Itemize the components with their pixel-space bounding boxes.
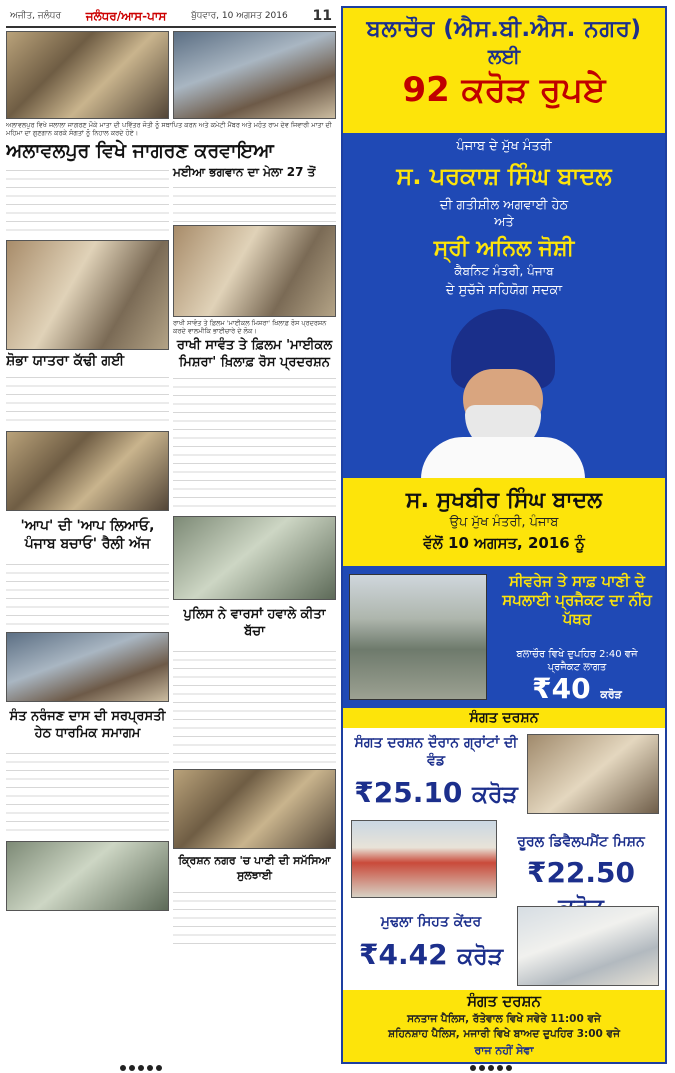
top-photo-caption: ਅਲਾਵਲਪੁਰ ਵਿਖੇ ਜਲਾਲਾ ਜਾਗਰਣ ਮੌਕੇ ਮਾਤਾ ਦੀ ਪਵਿੱਤਰ ਜੋਤੀ ਨੂੰ ਸਥਾਪਿਤ ਕਰਨ ਅਤੇ ਕਮੇਟੀ ਮੈਂਬਰ ਅਤੇ ਮਹੰਤ ਰਾਮ ਦੇਵ ਜਿਵਾਰੀ ਮਾਤਾ ਦੀ ਮਹਿਮਾ ਦਾ ਗੁਣਗਾਨ ਕਰਕੇ ਸੰਗਤਾਂ ਨੂੰ ਨਿਹਾਲ ਕਰਦੇ ਹੋਏ। [6,121,332,137]
group-photo [6,841,169,911]
publication-name: ਅਜੀਤ, ਜਲੰਧਰ [10,11,62,21]
deputy-cm-title: ਉਪ ਮੁੱਖ ਮੰਤਰੀ, ਪੰਜਾਬ [449,515,559,530]
headline-rakhi-sawant: ਰਾਖੀ ਸਾਵੰਤ ਤੇ ਫ਼ਿਲਮ 'ਮਾਈਕਲ ਮਿਸ਼ਰਾ' ਖ਼ਿਲਾਫ਼ ਰੋਸ ਪ੍ਰਦਰਸ਼ਨ [176,338,333,370]
leaders-panel [343,133,665,478]
event-date: ਵੱਲੋਂ 10 ਅਗਸਤ, 2016 ਨੂੰ [423,534,585,552]
health-centre-amount [351,938,511,971]
registration-marks-left [120,1065,162,1071]
and-line: ਅਤੇ [494,215,514,230]
rural-mission-label: ਰੂਰਲ ਡਿਵੈਲਪਮੈਂਟ ਮਿਸ਼ਨ [517,834,645,850]
event-photo [6,431,169,511]
ad-location: ਬਲਾਚੌਰ (ਐਸ.ਬੀ.ਐਸ. ਨਗਰ) [366,16,642,42]
project-title: ਸੀਵਰੇਜ ਤੇ ਸਾਫ਼ ਪਾਣੀ ਦੇ ਸਪਲਾਈ ਪ੍ਰਜੈਕਟ ਦਾ ਨੀਂਹ ਪੱਥਰ [502,572,652,628]
minister-name: ਸ੍ਰੀ ਅਨਿਲ ਜੋਸ਼ੀ [433,236,575,261]
sangat-darshan-photo [527,734,659,814]
building-photo [351,820,497,898]
headline-police-child: ਪੁਲਿਸ ਨੇ ਵਾਰਸਾਂ ਹਵਾਲੇ ਕੀਤਾ ਬੱਚਾ [183,607,326,639]
article-body-text [6,372,169,428]
ad-for: ਲਈ [487,44,521,68]
project-cost-label: ਪ੍ਰਜੈਕਟ ਲਾਗਤ [547,662,607,673]
deputy-cm-name: ਸ. ਸੁਖਬੀਰ ਸਿੰਘ ਬਾਦਲ [405,488,603,513]
jagran-photo-1 [6,31,169,119]
grants-amount-value: ₹25.10 [354,776,463,809]
jagran-photo-2 [173,31,336,119]
project-amount-unit: ਕਰੋੜ [600,688,622,701]
headline-krishan-nagar: ਕ੍ਰਿਸ਼ਨ ਨਗਰ 'ਚ ਪਾਣੀ ਦੀ ਸਮੱਸਿਆ ਸੁਲਝਾਈ [178,854,331,882]
page-masthead [6,6,336,28]
project-amount [493,672,661,705]
water-issue-photo [173,769,336,849]
police-photo [173,516,336,600]
sangat-darshan-strip: ਸੰਗਤ ਦਰਸ਼ਨ [343,708,665,728]
page-number: 11 [312,8,332,24]
article-body-text [173,646,336,766]
deputy-cm-panel [343,478,665,566]
article-body-text [173,373,336,513]
ad-total-amount: 92 ਕਰੋੜ ਰੁਪਏ [402,70,606,110]
minister-title: ਕੈਬਨਿਟ ਮੰਤਰੀ, ਪੰਜਾਬ [454,264,554,278]
religious-event-photo [6,632,169,702]
article-body-text [6,559,169,629]
shobha-yatra-photo [6,240,169,350]
article-body-text [6,165,169,237]
issue-date: ਬੁੱਧਵਾਰ, 10 ਅਗਸਤ 2016 [191,11,288,21]
headline-aap-rally: 'ਆਪ' ਦੀ 'ਆਪ ਲਿਆਓ, ਪੰਜਾਬ ਬਚਾਓ' ਰੈਲੀ ਅੱਜ [20,518,155,552]
project-time: ਬਲਾਚੌਰ ਵਿਖੇ ਦੁਪਹਿਰ 2:40 ਵਜੇ [516,649,638,660]
leadership-line: ਦੀ ਗਤੀਸ਼ੀਲ ਅਗਵਾਈ ਹੇਠ [439,198,569,213]
slogan: ਰਾਜ ਨਹੀਂ ਸੇਵਾ [474,1044,534,1057]
grants-amount-unit: ਕਰੋੜ [472,780,518,808]
health-centre-label: ਮੁਢਲਾ ਸਿਹਤ ਕੇਂਦਰ [380,914,482,930]
deputy-cm-portrait [403,309,603,479]
cm-name: ਸ. ਪਰਕਾਸ਼ ਸਿੰਘ ਬਾਦਲ [396,162,612,190]
article-body-text [173,182,336,222]
headline-shobha-yatra: ਸ਼ੋਭਾ ਯਾਤਰਾ ਕੱਢੀ ਗਈ [6,353,125,369]
article-body-text [6,748,169,838]
rural-amount-value: ₹22.50 [526,856,636,889]
protest-caption: ਰਾਖੀ ਸਾਵੰਤ ਤੇ ਫ਼ਿਲਮ 'ਮਾਈਕਲ ਮਿਸ਼ਰਾ' ਖ਼ਿਲਾਫ਼ ਰੋਸ ਪ੍ਰਦਰਸ਼ਨ ਕਰਦੇ ਵਾਲਮੀਕਿ ਭਾਈਚਾਰੇ ਦੇ ਲੋਕ। [173,319,327,335]
schedule-line-2: ਸ਼ਹਿਨਸ਼ਾਹ ਪੈਲਿਸ, ਮਜਾਰੀ ਵਿਖੇ ਬਾਅਦ ਦੁਪਹਿਰ 3:00 ਵਜੇ [388,1028,620,1040]
health-amount-value: ₹4.42 [359,938,448,971]
health-amount-unit: ਕਰੋੜ [457,942,503,970]
headline-sant-niranjan: ਸੰਤ ਨਰੰਜਣ ਦਾਸ ਦੀ ਸਰਪ੍ਰਸਤੀ ਹੇਠ ਧਾਰਮਿਕ ਸਮਾਗਮ [9,709,166,741]
schedule-line-1: ਸਨਤਾਜ ਪੈਲਿਸ, ਰੱਤੇਵਾਲ ਵਿਖੇ ਸਵੇਰੇ 11:00 ਵਜੇ [407,1013,601,1025]
health-centre-photo [517,906,659,986]
water-plant-photo [349,574,487,700]
article-body-text [173,887,336,947]
protest-photo [173,225,336,317]
grants-panel [343,728,665,990]
grants-amount [351,776,521,809]
cm-title: ਪੰਜਾਬ ਦੇ ਮੁੱਖ ਮੰਤਰੀ [456,139,552,154]
news-column [6,6,336,1066]
headline-alawalpur: ਅਲਾਵਲਪੁਰ ਵਿਖੇ ਜਾਗਰਣ ਕਰਵਾਇਆ [6,140,274,162]
schedule-title: ਸੰਗਤ ਦਰਸ਼ਨ [467,992,541,1010]
sewerage-project-panel [343,566,665,708]
project-amount-value: ₹40 [532,672,591,705]
subhead-mela: ਮਈਆ ਭਗਵਾਨ ਦਾ ਮੇਲਾ 27 ਤੋਂ [173,165,316,179]
schedule-panel [343,990,665,1064]
cooperation-line: ਦੇ ਸੁਚੱਜੇ ਸਹਿਯੋਗ ਸਦਕਾ [445,283,563,298]
section-title: ਜਲੰਧਰ/ਆਸ-ਪਾਸ [85,8,167,23]
registration-marks-right [470,1065,512,1071]
ad-header [343,8,665,133]
government-advertisement [341,6,667,1064]
grants-label: ਸੰਗਤ ਦਰਸ਼ਨ ਦੌਰਾਨ ਗ੍ਰਾਂਟਾਂ ਦੀ ਵੰਡ [354,735,518,769]
project-details [493,648,661,674]
